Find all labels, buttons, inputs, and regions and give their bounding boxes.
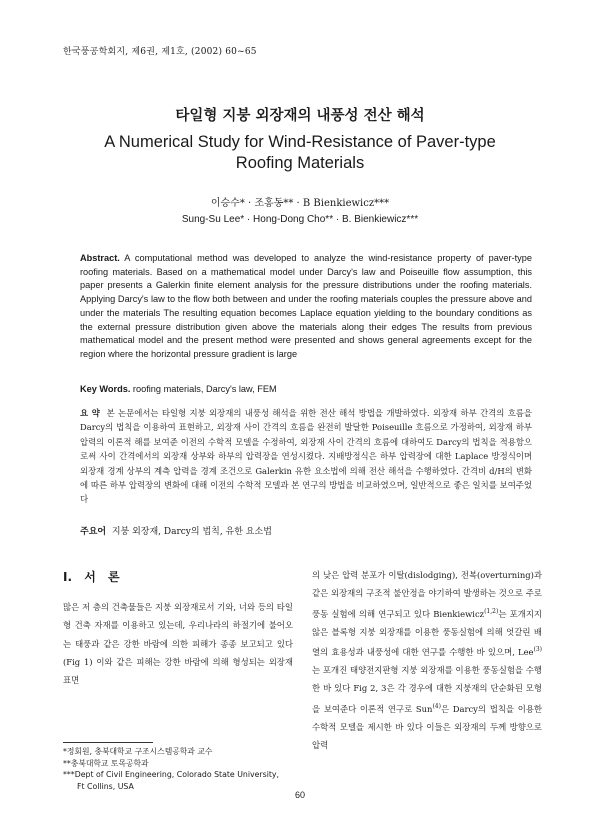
body-left-column: 많은 저 층의 건축물들은 지붕 외장재로서 기와, 너와 등의 타일형 건축 자재를 이용하고 있는데, 우리나라의 하절기에 불어오는 태풍과 같은 강한 바람에 의한 피해가 종종 보고되고 있다(Fig 1) 이와 같은 피해는 강한 바람에 의해 형성되는 외장재 표면 [63,602,293,686]
abstract-text: A computational method was developed to analyze the wind-resistance property of paver-type roofing materials. Based on a mathematical model under Darcy's law and Poiseuille flow assumption, this paper presents a Galerkin finite element analysis for the pressure distributions under the roofing materials. Applying Darcy's law to the flow both between and under the roofing materials couples the pressure above and under the materials The resulting equation becomes Laplace equation yielding to the boundary conditions as the external pressure distribution given above the materials along their edges The results from previous mathematical model and the present method were presented and shows general agreements except for the region where the horizontal pressure gradient is large [80,253,532,359]
body-right-text-4: 은 Darcy의 법칙을 이용한 수학적 모델을 제시한 바 있다 이들은 외장재의 두께 방향으로 압력 [312,703,543,751]
summary-text: 본 논문에서는 타일형 지붕 외장재의 내풍성 해석을 위한 전산 해석 방법을 개발하였다. 외장재 하부 간격의 흐름을 Darcy의 법칙을 이용하여 표현하고, 외장재 사이 간격의 흐름을 완전히 발달한 Poiseuille 흐름으로 가정하여, 외장재 하부 압력의 이론적 해를 보여준 이전의 수학적 모델을 수정하여, 외장재 사이 간격의 흐름에 대하여도 Darcy의 법칙을 적용함으로써 사이 간격에서의 외장재 상부와 하부의 압력장을 연성시켰다. 지배방정식은 하부 압력장에 대한 Laplace 방정식이며 외장재 경계 상부의 계측 압력을 경계 조건으로 Galerkin 유한 요소법에 의해 전산 해석을 수행하였다. 간격비 d/H의 변화에 따른 하부 압력장의 변화에 대해 이전의 수학적 모델과 본 연구의 방법을 비교하였으며, 일반적으로 좋은 일치를 보여주었다 [80,408,532,505]
korean-keywords-text: 지붕 외장재, Darcy의 법칙, 유한 요소법 [111,527,272,537]
footnote-1: *정회원, 충북대학교 구조시스템공학과 교수 [63,747,213,756]
abstract-label: Abstract. [80,253,120,263]
footnote-divider [63,742,153,743]
footnotes [63,746,303,792]
authors-korean: 이승수* · 조홍동** · B Bienkiewicz*** [210,198,390,209]
keywords-label: Key Words. [80,384,131,394]
citation-3: (4) [432,702,441,710]
korean-keywords [80,524,532,537]
title-english: A Numerical Study for Wind-Resistance of Paver-type Roofing Materials [104,133,496,172]
page-number: 60 [294,790,305,800]
keywords-text: roofing materials, Darcy's law, FEM [130,384,277,394]
summary-label: 요 약 [80,408,100,418]
journal-header: 한국풍공학회지, 제6권, 제1호, (2002) 60~65 [63,47,257,57]
citation-2: (3) [533,645,542,653]
korean-keywords-label: 주요어 [80,527,107,537]
title-korean: 타일형 지붕 외장재의 내풍성 전산 해석 [175,108,425,124]
authors-english: Sung-Su Lee* · Hong-Dong Cho** · B. Bienkiewicz*** [181,214,419,225]
footnote-3-cont: Ft Collins, USA [77,781,134,791]
citation-1: (1,2) [484,607,499,615]
abstract [80,252,532,362]
footnote-3: ***Dept of Civil Engineering, Colorado State University, [63,770,280,779]
body-right-text-3: 는 포개진 태양전지판형 지붕 외장재를 이용한 풍동실험을 수행한 바 있다 Fig 2, 3은 각 경우에 대한 지붕재의 단순화된 모형을 보여준다 이론적 연구로 Sun [312,665,542,714]
body-right-text-2: 는 포개지지 않은 블록형 지붕 외장재를 이용한 풍동실험에 의해 엇갈린 배열의 효용성과 내풍성에 대한 연구를 수행한 바 있으며, Lee [312,608,542,657]
section-heading: I. 서 론 [63,570,120,584]
footnote-2: **충북대학교 토목공학과 [63,758,149,768]
body-right-text-1: 의 낮은 압력 분포가 이탈(dislodging), 전복(overturning)과 같은 외장재의 구조적 불안정을 야기하여 발생하는 것으로 주로 풍동 실험에 의해 연구되고 있다 Bienkiewicz [312,570,542,619]
keywords [80,384,532,394]
body-right-column [312,566,542,754]
korean-summary [80,406,532,507]
